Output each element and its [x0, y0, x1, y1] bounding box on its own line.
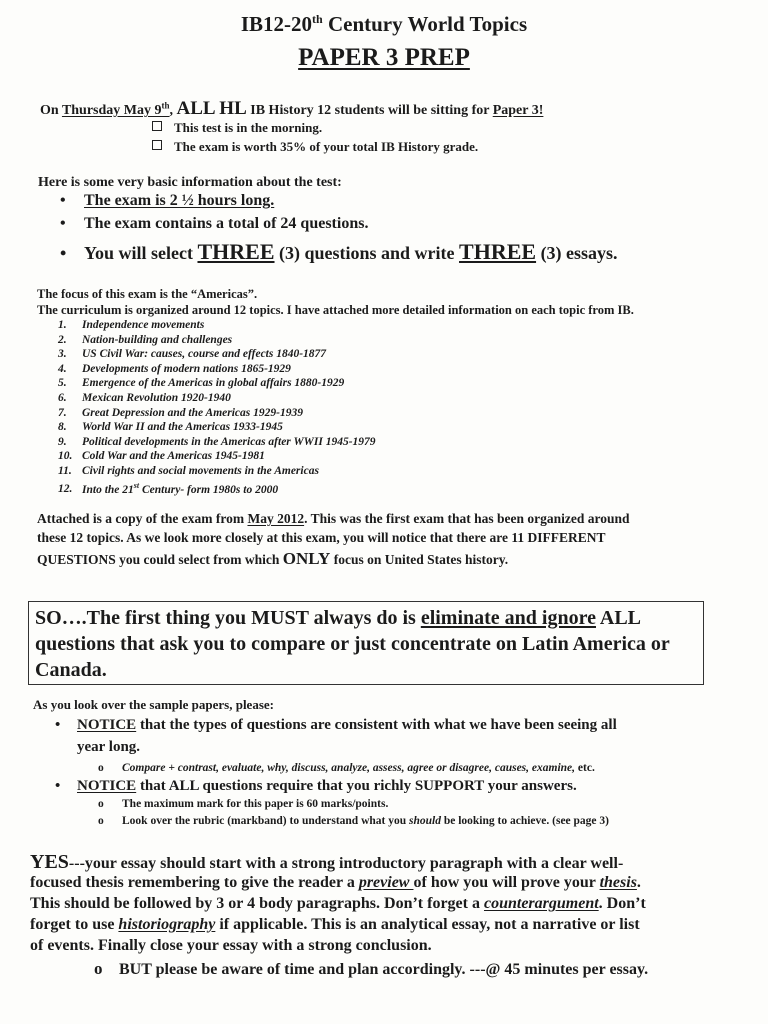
- topic-text: Nation-building and challenges: [82, 333, 233, 346]
- topic-text: Developments of modern nations 1865-1929: [82, 362, 291, 375]
- bullet-text: The exam is 2 ½ hours long.: [84, 192, 275, 209]
- thesis-term: thesis: [599, 874, 637, 891]
- bullet-item: [60, 239, 618, 265]
- bullet-text-cont: (3) questions and write: [274, 243, 460, 263]
- topic-text: Great Depression and the Americas 1929-1939: [82, 406, 303, 419]
- course-heading-sup: th: [312, 12, 323, 26]
- basic-info-heading: Here is some very basic information about the test:: [38, 175, 342, 190]
- circle-bullet-icon: o: [98, 762, 104, 774]
- look-over-heading: As you look over the sample papers, please:: [33, 697, 274, 712]
- topic-text: Into the 21: [82, 483, 134, 496]
- counterargument-term: counterargument: [483, 895, 599, 912]
- yes-text-cont: . Don’t: [598, 895, 646, 912]
- list-item: [58, 406, 376, 421]
- list-item: [58, 464, 376, 479]
- yes-line-3: [30, 895, 646, 913]
- yes-text-cont: of how you will prove your: [413, 874, 600, 891]
- topic-sup: st: [133, 480, 140, 490]
- topic-number: 3.: [58, 348, 67, 361]
- yes-text-end: .: [636, 874, 641, 891]
- yes-emphasis: YES: [30, 851, 69, 873]
- bullet-icon: •: [55, 717, 61, 733]
- yes-text: BUT please be aware of time and plan accordingly. ---@ 45 minutes per essay.: [119, 961, 649, 978]
- circle-bullet-icon: o: [98, 798, 104, 810]
- curriculum-line: The curriculum is organized around 12 topics. I have attached more detailed information on each topic from IB.: [37, 303, 634, 317]
- all-hl: ALL HL: [176, 98, 247, 119]
- checkbox-item-text: This test is in the morning.: [174, 120, 323, 135]
- topic-number: 5.: [58, 377, 67, 390]
- yes-line-1: [30, 851, 623, 874]
- attached-text-cont: focus on United States history.: [330, 552, 509, 567]
- topic-text: Emergence of the Americas in global affairs 1880-1929: [82, 377, 345, 390]
- bullet-icon: •: [60, 192, 66, 209]
- paper-3-link: Paper 3!: [492, 103, 544, 118]
- attached-text-cont: . This was the first exam that has been organized around: [304, 511, 630, 526]
- topic-text: Independence movements: [82, 319, 205, 331]
- topic-number: 9.: [58, 435, 67, 448]
- eliminate-callout-box: [28, 601, 704, 685]
- checkbox-square-icon: [152, 121, 162, 131]
- list-item: [58, 318, 376, 333]
- intro-comma: ,: [169, 103, 177, 118]
- list-item: [58, 333, 376, 348]
- only-emphasis: ONLY: [282, 549, 331, 568]
- exam-year: May 2012: [247, 511, 305, 526]
- sub-bullet: [98, 798, 388, 810]
- intro-rest: IB History 12 students will be sitting for: [246, 103, 493, 118]
- topic-text: US Civil War: causes, course and effects 1840-1877: [82, 348, 327, 361]
- exam-date-sup: th: [161, 100, 170, 111]
- list-item: [58, 449, 376, 464]
- page-title: [0, 44, 768, 72]
- notice-text: that ALL questions require that you richly SUPPORT your answers.: [136, 778, 577, 794]
- topic-number: 1.: [58, 319, 67, 331]
- topic-text-cont: Century- form 1980s to 2000: [139, 483, 279, 496]
- historiography-term: historiography: [118, 916, 216, 933]
- topic-number: 12.: [58, 483, 73, 496]
- bullet-icon: •: [55, 778, 61, 794]
- attached-line-3: [37, 549, 508, 569]
- preview-term: preview: [358, 874, 414, 891]
- list-item: [58, 391, 376, 406]
- sub-bullet-etc: etc.: [575, 762, 595, 774]
- course-heading: [0, 12, 768, 37]
- bullet-icon: •: [60, 215, 66, 232]
- topic-list: [58, 318, 376, 496]
- attached-line-1: [37, 511, 630, 527]
- yes-text: ---your essay should start with a strong introductory paragraph with a clear well-: [68, 855, 624, 872]
- attached-line-2: these 12 topics. As we look more closely at this exam, you will notice that there are 11 DIFFERENT: [37, 530, 606, 545]
- yes-line-6: [94, 959, 648, 979]
- yes-text: focused thesis remembering to give the reader a: [30, 874, 359, 891]
- topic-number: 6.: [58, 391, 67, 404]
- topic-number: 8.: [58, 421, 67, 434]
- yes-text: This should be followed by 3 or 4 body paragraphs. Don’t forget a: [30, 895, 484, 912]
- topic-text: Mexican Revolution 1920-1940: [82, 391, 231, 404]
- bullet-text: The exam contains a total of 24 questions.: [84, 215, 369, 232]
- list-item: [58, 376, 376, 391]
- notice-bullet: [55, 717, 617, 734]
- topic-text: Civil rights and social movements in the Americas: [82, 464, 319, 477]
- callout-underlined: eliminate and ignore: [420, 607, 596, 629]
- yes-text-cont: if applicable. This is an analytical essay, not a narrative or list: [215, 916, 640, 933]
- callout-text-cont: ALL questions that ask you to compare or just concentrate on Latin America or Canada.: [35, 607, 670, 681]
- sub-bullet-text: The maximum mark for this paper is 60 marks/points.: [122, 798, 389, 810]
- circle-bullet-icon: o: [94, 959, 103, 978]
- callout-text: SO….The first thing you MUST always do is: [35, 607, 421, 629]
- sub-bullet: [98, 762, 595, 774]
- topic-number: 4.: [58, 362, 67, 375]
- circle-bullet-icon: o: [98, 815, 104, 827]
- sub-bullet-text: Compare + contrast, evaluate, why, discuss, analyze, assess, agree or disagree, causes, examine,: [122, 762, 576, 774]
- yes-text: forget to use: [30, 916, 119, 933]
- bullet-item: [60, 192, 274, 210]
- notice-label: NOTICE: [77, 778, 137, 794]
- topic-number: 2.: [58, 333, 67, 346]
- checkbox-item: [152, 120, 322, 136]
- bullet-text: You will select: [84, 243, 198, 263]
- topic-text: Political developments in the Americas after WWII 1945-1979: [82, 435, 376, 448]
- bullet-icon: •: [60, 243, 67, 263]
- topic-text: World War II and the Americas 1933-1945: [82, 421, 283, 434]
- list-item: [58, 435, 376, 450]
- topic-text: Cold War and the Americas 1945-1981: [82, 450, 265, 463]
- exam-date-line: [40, 98, 543, 120]
- three-emphasis: THREE: [197, 239, 275, 264]
- list-item: [58, 347, 376, 362]
- focus-line: The focus of this exam is the “Americas”.: [37, 287, 258, 301]
- yes-line-5: of events. Finally close your essay with a strong conclusion.: [30, 937, 432, 954]
- notice-bullet: [55, 778, 577, 795]
- topic-number: 11.: [58, 464, 72, 477]
- sub-bullet-italic: should: [409, 815, 441, 827]
- list-item: [58, 479, 376, 494]
- notice-bullet-cont: year long.: [77, 739, 141, 755]
- attached-text: Attached is a copy of the exam from: [37, 511, 248, 526]
- notice-text: that the types of questions are consistent with what we have been seeing all: [136, 717, 617, 733]
- sub-bullet-text: Look over the rubric (markband) to understand what you: [122, 815, 409, 827]
- checkbox-item: [152, 139, 478, 155]
- sub-bullet: [98, 815, 609, 827]
- topic-number: 7.: [58, 406, 67, 419]
- topic-number: 10.: [58, 450, 73, 463]
- list-item: [58, 362, 376, 377]
- attached-text: QUESTIONS you could select from which: [37, 552, 283, 567]
- yes-line-4: [30, 916, 640, 934]
- course-heading-text: IB12-20: [240, 12, 313, 36]
- bullet-item: [60, 215, 368, 233]
- list-item: [58, 420, 376, 435]
- sub-bullet-text-cont: be looking to achieve. (see page 3): [440, 815, 609, 827]
- checkbox-item-text: The exam is worth 35% of your total IB History grade.: [174, 139, 479, 154]
- notice-label: NOTICE: [77, 717, 137, 733]
- intro-on: On: [40, 103, 62, 118]
- bullet-text-end: (3) essays.: [536, 243, 618, 263]
- checkbox-square-icon: [152, 140, 162, 150]
- page-title-text: PAPER 3 PREP: [298, 44, 470, 71]
- yes-line-2: [30, 874, 641, 892]
- three-emphasis: THREE: [459, 239, 537, 264]
- exam-date: Thursday May 9: [61, 103, 162, 118]
- course-heading-rest: Century World Topics: [322, 12, 528, 36]
